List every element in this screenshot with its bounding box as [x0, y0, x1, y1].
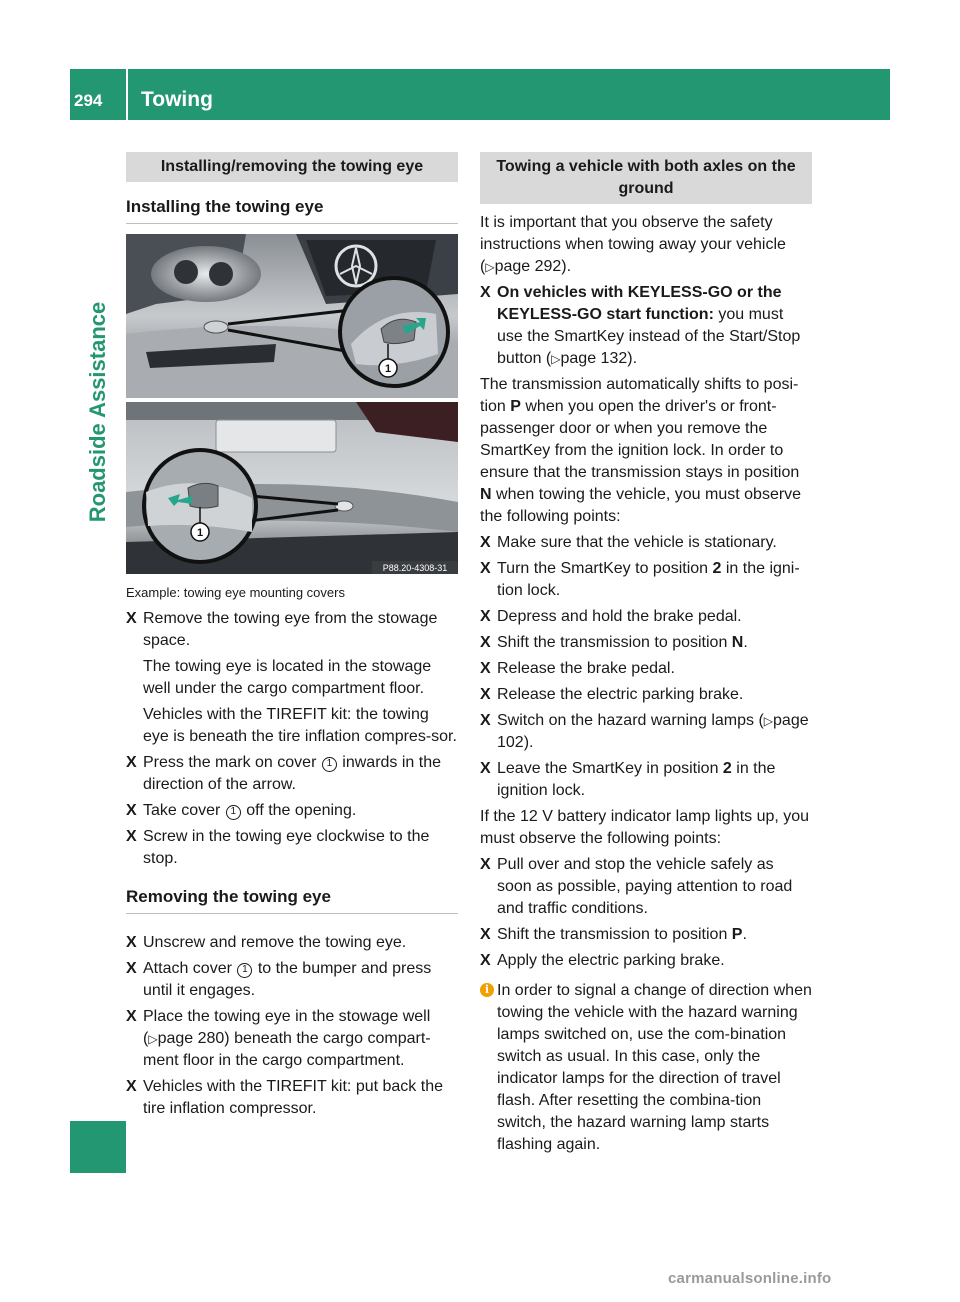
list-item: X Vehicles with the TIREFIT kit: put back the tire inflation compressor. [126, 1078, 443, 1117]
list-item: X On vehicles with KEYLESS-GO or the KEYLESS-GO start function: you must use the SmartKey instead of the Start/Stop button (▷page 132). [480, 284, 801, 367]
bullet-mark: X [480, 686, 491, 703]
page-ref-arrow-icon: ▷ [763, 714, 774, 728]
list-item: X Release the brake pedal. [480, 658, 812, 680]
page-ref-link[interactable]: page 102 [497, 712, 809, 751]
bullet-mark: X [126, 1078, 137, 1095]
callout-1-rear: 1 [196, 527, 204, 539]
transmission-paragraph: The transmission automatically shifts to posi-tion P when you open the driver's or front-passenger door or when you remove the SmartKey from the ignition lock. In order to ensure that the transmission stays in position N when towing the vehicle, you must observe the following points: [480, 376, 802, 525]
list-item-note: Vehicles with the TIREFIT kit: the towing eye is beneath the tire inflation compres-sor. [143, 706, 457, 745]
list-item: X Screw in the towing eye clockwise to the stop. [126, 828, 430, 867]
bullet-mark: X [126, 960, 137, 977]
list-item: X Make sure that the vehicle is stationary. [480, 532, 812, 554]
list-item: X Attach cover 1 to the bumper and press until it engages. [126, 960, 432, 999]
info-text: In order to signal a change of direction when towing the vehicle with the hazard warning lamps switched on, use the com-bination switch as usual. In this case, only the indicator lamps for the direction of travel flash. After resetting the combina-tion switch, the hazard warning lamp starts flashing again. [497, 982, 812, 1153]
list-item: X Leave the SmartKey in position 2 in the ignition lock. [480, 760, 776, 799]
list-item: X Depress and hold the brake pedal. [480, 606, 812, 628]
page-ref-arrow-icon: ▷ [485, 260, 495, 274]
list-item: X Press the mark on cover 1 inwards in the direction of the arrow. [126, 754, 442, 793]
watermark: carmanualsonline.info [668, 1270, 832, 1287]
list-item: X Pull over and stop the vehicle safely as soon as possible, paying attention to road and traffic conditions. [480, 856, 793, 917]
bullet-mark: X [480, 760, 491, 777]
page-ref-arrow-icon: ▷ [551, 352, 561, 366]
bullet-mark: X [126, 754, 137, 771]
bullet-mark: X [126, 802, 137, 819]
bullet-mark: X [480, 284, 491, 301]
bullet-mark: X [126, 1008, 137, 1025]
bullet-mark: X [480, 952, 491, 969]
list-item: X Shift the transmission to position P. [480, 924, 812, 946]
bullet-mark: X [480, 712, 491, 729]
front-bumper-photo [126, 234, 458, 398]
page-number: 294 [74, 91, 103, 110]
callout-ref: 1 [322, 757, 337, 772]
list-item: X Release the electric parking brake. [480, 684, 812, 706]
bullet-mark: X [480, 534, 491, 551]
section-title-towing-eye: Installing/removing the towing eye [126, 152, 458, 182]
install-steps [126, 608, 458, 870]
rear-bumper-photo [126, 402, 458, 574]
bullet-mark: X [126, 610, 137, 627]
callout-ref: 1 [237, 963, 252, 978]
bullet-mark: X [480, 634, 491, 651]
list-item: X Remove the towing eye from the stowage space. [126, 610, 438, 649]
callout-1-front: 1 [384, 363, 392, 375]
left-column [126, 152, 458, 1124]
install-heading: Installing the towing eye [126, 196, 458, 224]
bullet-mark: X [480, 926, 491, 943]
intro-paragraph: It is important that you observe the safety instructions when towing away your vehicle (▷page 292). [480, 214, 786, 275]
side-tab-marker [70, 1121, 126, 1173]
side-tab [70, 120, 126, 1170]
page-ref-link[interactable]: page 292 [494, 258, 562, 275]
battery-steps [480, 854, 812, 972]
towing-eye-figure [126, 234, 458, 574]
list-item: X Turn the SmartKey to position 2 in the igni-tion lock. [480, 560, 800, 599]
figure-caption: Example: towing eye mounting covers [126, 585, 345, 600]
list-item: X Take cover 1 off the opening. [126, 800, 458, 822]
list-item: X Place the towing eye in the stowage well (▷page 280) beneath the cargo compart-ment floor in the cargo compartment. [126, 1008, 431, 1069]
info-note [480, 980, 812, 1156]
page-ref-arrow-icon: ▷ [148, 1032, 158, 1046]
towing-steps [480, 532, 812, 802]
side-tab-label: Roadside Assistance [85, 301, 110, 523]
remove-heading: Removing the towing eye [126, 886, 458, 914]
figure-code: P88.20-4308-31 [382, 563, 448, 573]
callout-ref: 1 [226, 805, 241, 820]
list-item: X Apply the electric parking brake. [480, 950, 812, 972]
list-item-note: The towing eye is located in the stowage well under the cargo compartment floor. [143, 658, 432, 697]
battery-paragraph: If the 12 V battery indicator lamp lights up, you must observe the following points: [480, 808, 810, 847]
bullet-mark: X [126, 828, 137, 845]
header-divider [126, 69, 128, 120]
list-item: X Unscrew and remove the towing eye. [126, 932, 458, 954]
list-item: X Shift the transmission to position N. [480, 632, 812, 654]
list-item: X Switch on the hazard warning lamps (▷page 102). [480, 712, 809, 751]
page-ref-link[interactable]: page 280 [157, 1030, 225, 1047]
remove-steps [126, 932, 458, 1120]
bullet-mark: X [126, 934, 137, 951]
right-column [480, 152, 812, 1156]
page-ref-link[interactable]: page 132 [560, 350, 628, 367]
bullet-mark: X [480, 560, 491, 577]
bullet-mark: X [480, 856, 491, 873]
info-icon: i [480, 983, 494, 997]
bullet-mark: X [480, 660, 491, 677]
page-title: Towing [141, 88, 213, 111]
bullet-mark: X [480, 608, 491, 625]
section-title-towing-both-axles: Towing a vehicle with both axles on the ground [480, 152, 812, 204]
